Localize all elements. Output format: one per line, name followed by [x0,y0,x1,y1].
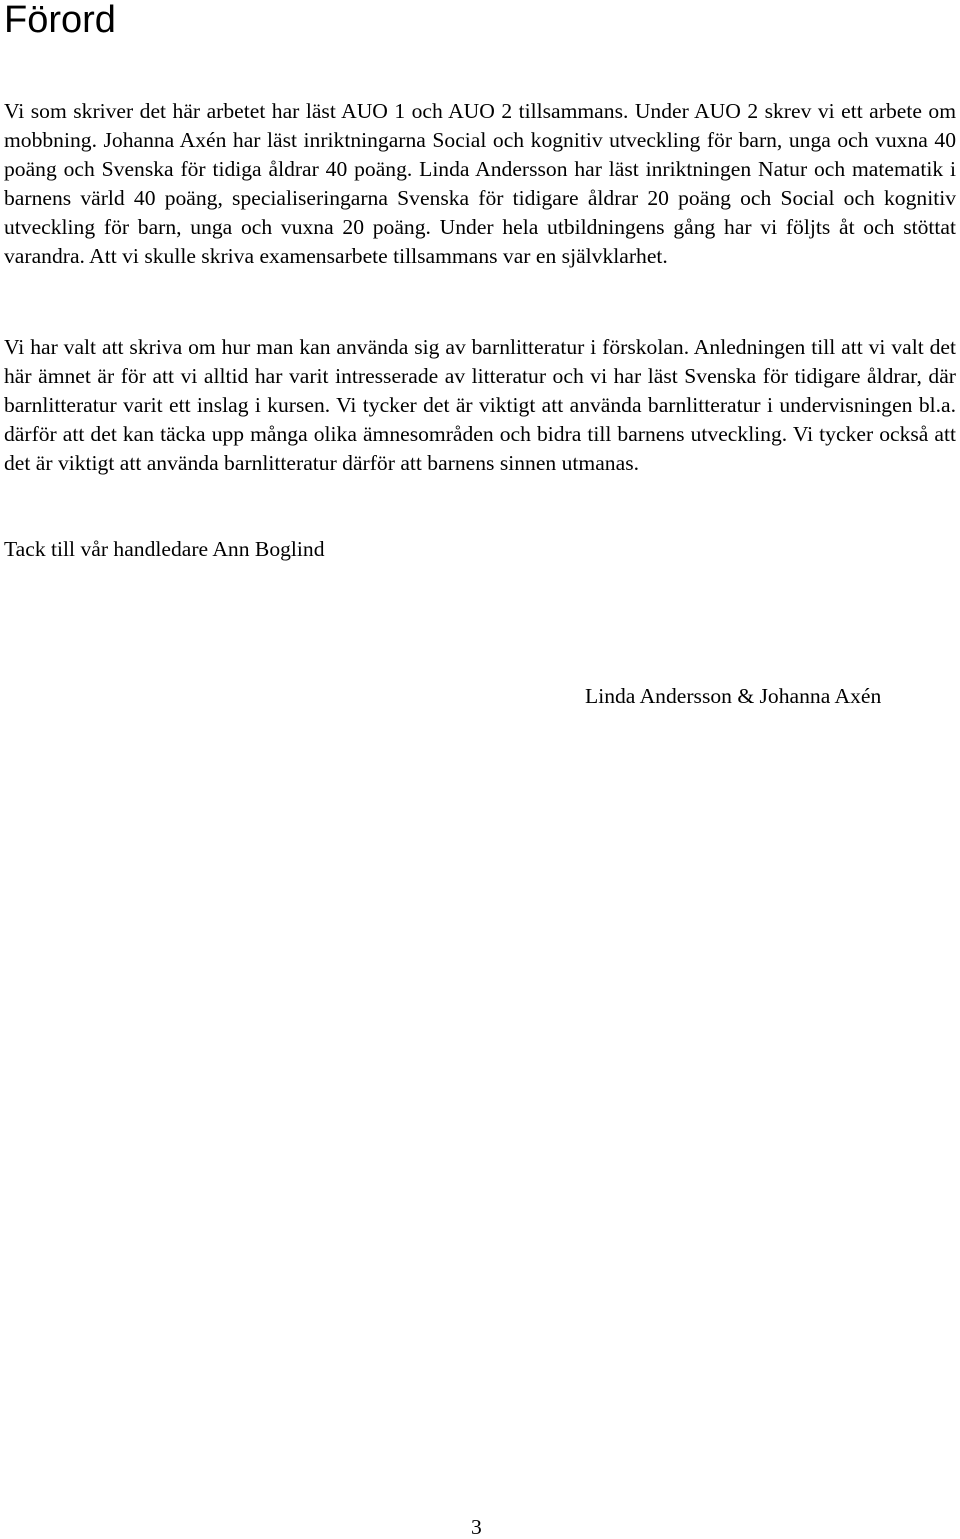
paragraph-intro: Vi som skriver det här arbetet har läst AUO 1 och AUO 2 tillsammans. Under AUO 2 skrev vi ett arbete om mobbning. Johanna Axén har läst inriktningarna Social och kognitiv utveckling för barn, unga och vuxna 40 poäng och Svenska för tidiga åldrar 40 poäng. Linda Andersson har läst inriktningen Natur och matematik i barnens värld 40 poäng, specialiseringarna Svenska för tidigare åldrar 20 poäng och Social och kognitiv utveckling för barn, unga och vuxna 20 poäng. Under hela utbildningens gång har vi följts åt och stöttat varandra. Att vi skulle skriva examensarbete tillsammans var en självklarhet. [4,99,956,268]
signature: Linda Andersson & Johanna Axén [585,684,882,708]
page-number: 3 [471,1515,482,1539]
paragraph-topic: Vi har valt att skriva om hur man kan använda sig av barnlitteratur i förskolan. Anledningen till att vi valt det här ämnet är för att vi alltid har varit intresserade av litteratur och vi har läst Svenska för tidigare åldrar, där barnlitteratur varit ett inslag i kursen. Vi tycker det är viktigt att använda barnlitteratur i undervisningen bl.a. därför att det kan täcka upp många olika ämnesområden och bidra till barnens utveckling. Vi tycker också att det är viktigt att använda barnlitteratur därför att barnens sinnen utmanas. [4,335,956,475]
page-title: Förord [4,0,116,41]
acknowledgement: Tack till vår handledare Ann Boglind [4,537,325,561]
